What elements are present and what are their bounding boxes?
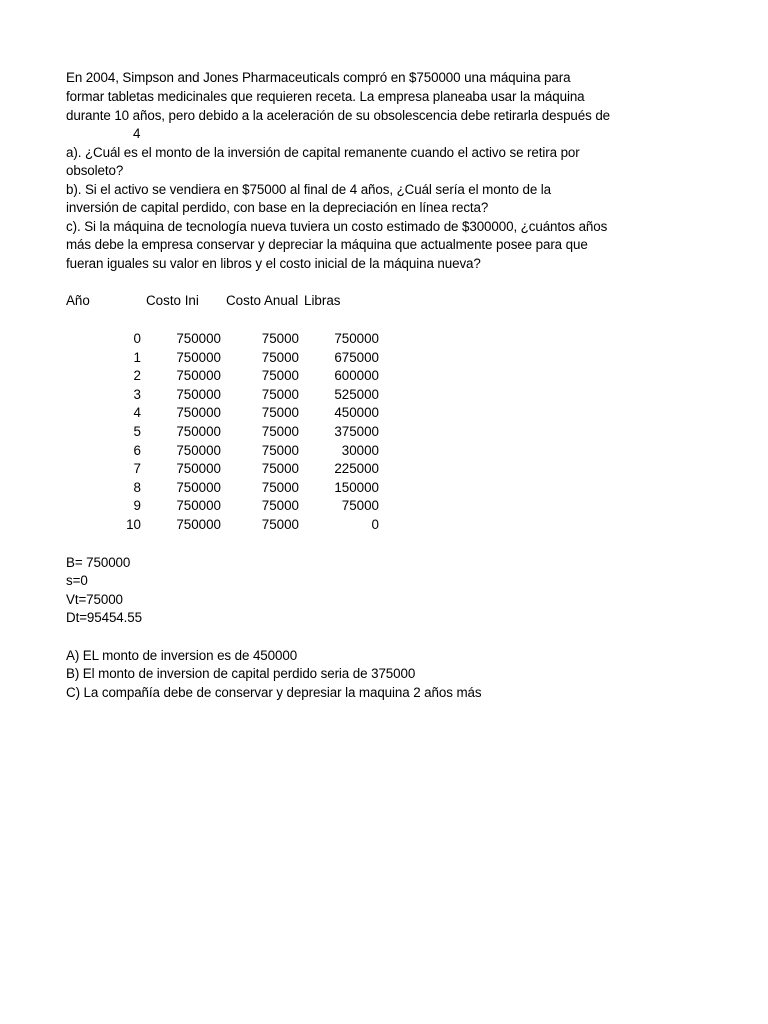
problem-line: fueran iguales su valor en libros y el costo inicial de la máquina nueva? (66, 256, 481, 271)
cell-initial-cost: 750000 (176, 461, 221, 477)
problem-line: durante 10 años, pero debido a la aceleración de su obsolescencia debe retirarla después de (66, 108, 611, 123)
cell-book-value: 0 (371, 517, 379, 532)
cell-year: 0 (133, 331, 141, 346)
cell-initial-cost: 750000 (176, 424, 221, 439)
answer-b: B) El monto de inversion de capital perdido seria de 375000 (66, 666, 416, 681)
cell-book-value: 600000 (334, 368, 379, 384)
variable-vt: Vt=75000 (66, 592, 123, 607)
cell-book-value: 375000 (334, 424, 379, 439)
cell-year: 6 (133, 442, 141, 458)
cell-annual-cost: 75000 (261, 386, 299, 402)
cell-year: 4 (133, 405, 141, 421)
variable-dt: Dt=95454.55 (66, 610, 142, 625)
cell-annual-cost: 75000 (261, 461, 299, 477)
cell-year: 2 (133, 368, 141, 384)
problem-line: obsoleto? (66, 163, 124, 178)
cell-initial-cost: 750000 (176, 517, 221, 532)
cell-annual-cost: 75000 (261, 331, 299, 346)
problem-line: 4 (133, 126, 141, 141)
cell-year: 3 (133, 386, 141, 402)
cell-initial-cost: 750000 (176, 442, 221, 458)
cell-year: 5 (133, 424, 141, 439)
cell-initial-cost: 750000 (176, 368, 221, 384)
header-book-value: Libras (304, 293, 341, 308)
cell-annual-cost: 75000 (261, 368, 299, 384)
cell-annual-cost: 75000 (261, 498, 299, 514)
header-year: Año (66, 293, 90, 308)
cell-annual-cost: 75000 (261, 424, 299, 439)
cell-initial-cost: 750000 (176, 479, 221, 495)
cell-year: 1 (133, 349, 141, 365)
cell-year: 7 (133, 461, 141, 477)
cell-book-value: 675000 (334, 349, 379, 365)
cell-initial-cost: 750000 (176, 498, 221, 514)
header-annual-cost: Costo Anual (226, 293, 299, 308)
cell-book-value: 75000 (341, 498, 379, 514)
answer-a: A) EL monto de inversion es de 450000 (66, 648, 298, 663)
problem-line: formar tabletas medicinales que requieren receta. La empresa planeaba usar la máquina (66, 89, 585, 104)
answer-c: C) La compañía debe de conservar y depresiar la maquina 2 años más (66, 685, 482, 700)
cell-annual-cost: 75000 (261, 349, 299, 365)
problem-line: En 2004, Simpson and Jones Pharmaceuticals compró en $750000 una máquina para (66, 70, 571, 85)
cell-initial-cost: 750000 (176, 349, 221, 365)
cell-annual-cost: 75000 (261, 442, 299, 458)
problem-line: más debe la empresa conservar y depreciar la máquina que actualmente posee para que (66, 237, 588, 252)
question-a: a). ¿Cuál es el monto de la inversión de capital remanente cuando el activo se retira por (66, 145, 580, 160)
cell-year: 10 (126, 517, 141, 532)
variable-s: s=0 (66, 573, 88, 588)
header-initial-cost: Costo Ini (146, 293, 199, 308)
cell-year: 8 (133, 479, 141, 495)
cell-book-value: 450000 (334, 405, 379, 421)
cell-initial-cost: 750000 (176, 386, 221, 402)
cell-initial-cost: 750000 (176, 331, 221, 346)
cell-annual-cost: 75000 (261, 479, 299, 495)
cell-book-value: 525000 (334, 386, 379, 402)
cell-book-value: 150000 (334, 479, 379, 495)
cell-annual-cost: 75000 (261, 405, 299, 421)
cell-book-value: 225000 (334, 461, 379, 477)
problem-line: inversión de capital perdido, con base en la depreciación en línea recta? (66, 200, 489, 215)
cell-book-value: 750000 (334, 331, 379, 346)
cell-book-value: 30000 (341, 442, 379, 458)
variable-b: B= 750000 (66, 555, 131, 570)
cell-annual-cost: 75000 (261, 517, 299, 532)
cell-year: 9 (133, 498, 141, 514)
cell-initial-cost: 750000 (176, 405, 221, 421)
question-c: c). Si la máquina de tecnología nueva tuviera un costo estimado de $300000, ¿cuántos años (66, 219, 608, 234)
question-b: b). Si el activo se vendiera en $75000 al final de 4 años, ¿Cuál sería el monto de la (66, 182, 552, 197)
